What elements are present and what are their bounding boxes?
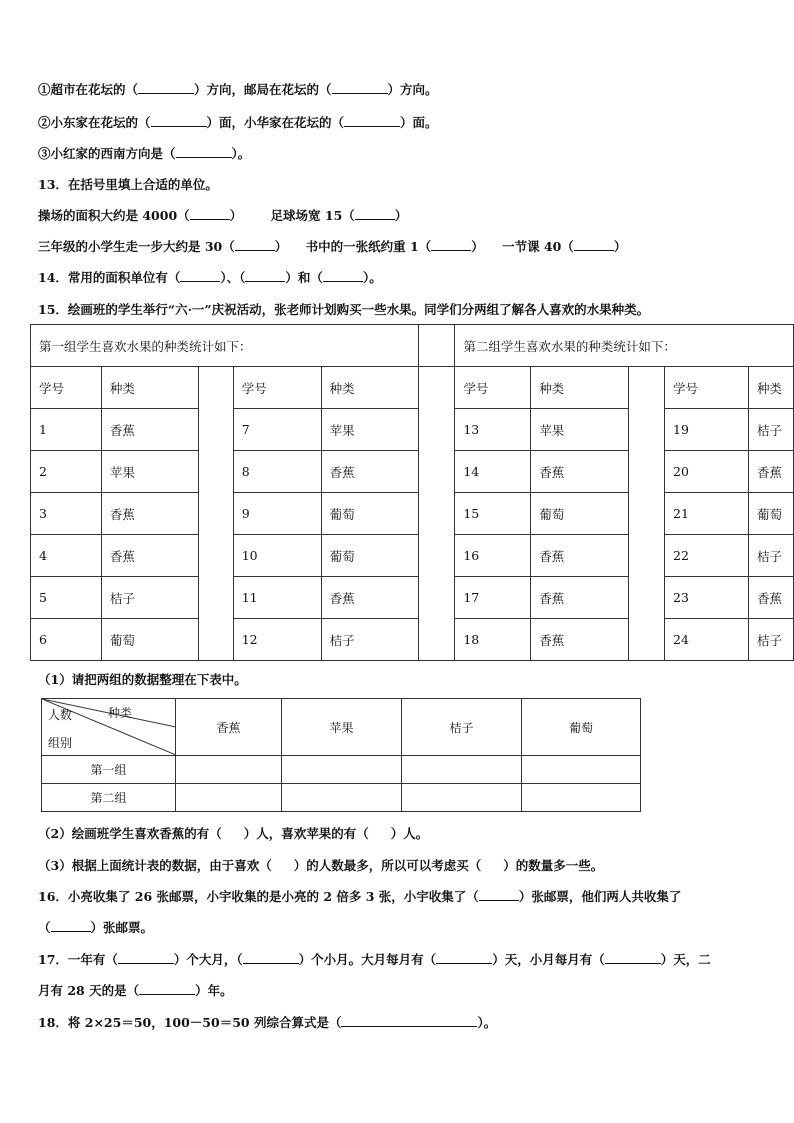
table-row: 5 桔子 11 香蕉 17 香蕉 23 香蕉 [31,577,794,619]
answer-blank[interactable] [574,239,614,251]
col-header-id: 学号 [665,367,749,409]
table-row: 3 香蕉 9 葡萄 15 葡萄 21 葡萄 [31,493,794,535]
answer-blank[interactable] [481,859,503,870]
col-header-type: 种类 [101,367,198,409]
group-label: 第一组 [42,756,176,784]
answer-blank[interactable] [51,920,91,932]
q12-line3: ③小红家的西南方向是（ ）。 [38,146,251,161]
summary-table [41,698,641,812]
col-header-id: 学号 [455,367,531,409]
corner-type-label: 种类 [108,706,133,720]
q13-title: 13．在括号里填上合适的单位。 [38,177,218,192]
fruit-header: 葡萄 [522,699,641,756]
answer-blank[interactable] [323,270,363,282]
answer-blank[interactable] [605,952,661,964]
answer-blank[interactable] [341,1015,477,1027]
q17-line2: 月有 28 天的是（ ）年。 [38,983,233,998]
q13-line2: 三年级的小学生走一步大约是 30（ ） 书中的一张纸约重 1（ ） 一节课 40（ ） [38,239,627,254]
answer-blank[interactable] [479,889,519,901]
group-label: 第二组 [42,784,176,812]
q15-sub3: （3）根据上面统计表的数据，由于喜欢（ ）的人数最多，所以可以考虑买（ ）的数量多一些。 [38,858,604,873]
answer-cell[interactable] [282,756,402,784]
answer-blank[interactable] [245,270,285,282]
answer-blank[interactable] [180,270,220,282]
fruit-header: 桔子 [402,699,522,756]
col-header-id: 学号 [233,367,321,409]
col-header-id: 学号 [31,367,102,409]
table-row: 4 香蕉 10 葡萄 16 香蕉 22 桔子 [31,535,794,577]
answer-blank[interactable] [235,239,275,251]
answer-cell[interactable] [522,784,641,812]
fruit-header: 香蕉 [176,699,282,756]
answer-blank[interactable] [243,952,299,964]
answer-blank[interactable] [369,827,391,838]
answer-cell[interactable] [522,756,641,784]
table-row [42,756,641,784]
fruit-survey-table [30,324,794,661]
answer-blank[interactable] [176,146,232,158]
answer-blank[interactable] [436,952,492,964]
corner-group-label: 组别 [48,736,73,750]
table-row: 6 葡萄 12 桔子 18 香蕉 24 桔子 [31,619,794,661]
answer-blank[interactable] [118,952,174,964]
answer-blank[interactable] [355,208,395,220]
q15-title: 15．绘画班的学生举行“六·一”庆祝活动，张老师计划购买一些水果。同学们分两组了解各人喜欢的水果种类。 [38,302,650,317]
answer-blank[interactable] [332,82,388,94]
answer-blank[interactable] [139,983,195,995]
answer-blank[interactable] [344,115,400,127]
group1-title: 第一组学生喜欢水果的种类统计如下： [31,325,419,367]
col-header-type: 种类 [321,367,419,409]
answer-cell[interactable] [176,756,282,784]
col-header-type: 种类 [531,367,629,409]
answer-cell[interactable] [282,784,402,812]
answer-blank[interactable] [272,859,294,870]
answer-blank[interactable] [222,827,244,838]
answer-cell[interactable] [402,756,522,784]
answer-blank[interactable] [138,82,194,94]
corner-count-label: 人数 [48,708,73,722]
q15-sub1: （1）请把两组的数据整理在下表中。 [38,672,247,687]
answer-blank[interactable] [151,115,207,127]
fruit-header: 苹果 [282,699,402,756]
q15-sub2: （2）绘画班学生喜欢香蕉的有（ ）人，喜欢苹果的有（ ）人。 [38,826,429,841]
q12-line2: ②小东家在花坛的（ ）面，小华家在花坛的（ ）面。 [38,115,438,130]
col-header-type: 种类 [748,367,793,409]
answer-cell[interactable] [402,784,522,812]
q13-line1: 操场的面积大约是 4000（ ） 足球场宽 15（ ） [38,208,408,223]
answer-blank[interactable] [431,239,471,251]
q16-line2: （ ）张邮票。 [38,920,154,935]
q16-line1: 16．小亮收集了 26 张邮票，小宇收集的是小亮的 2 倍多 3 张，小宇收集了（ ）张邮票，他们两人共收集了 [38,889,682,904]
group2-title: 第二组学生喜欢水果的种类统计如下： [455,325,794,367]
q17-line1: 17．一年有（ ）个大月，（ ）个小月。大月每月有（ ）天，小月每月有（ ）天，二 [38,952,711,967]
q14: 14．常用的面积单位有（ ）、（ ）和（ ）。 [38,270,382,285]
diagonal-header-cell [42,699,176,756]
table-row: 2 苹果 8 香蕉 14 香蕉 20 香蕉 [31,451,794,493]
table-row [42,784,641,812]
answer-blank[interactable] [190,208,230,220]
q18: 18．将 2×25＝50，100－50＝50 列综合算式是（ ）。 [38,1015,497,1030]
q12-line1: ①超市在花坛的（ ）方向，邮局在花坛的（ ）方向。 [38,82,438,97]
answer-cell[interactable] [176,784,282,812]
table-row: 1 香蕉 7 苹果 13 苹果 19 桔子 [31,409,794,451]
